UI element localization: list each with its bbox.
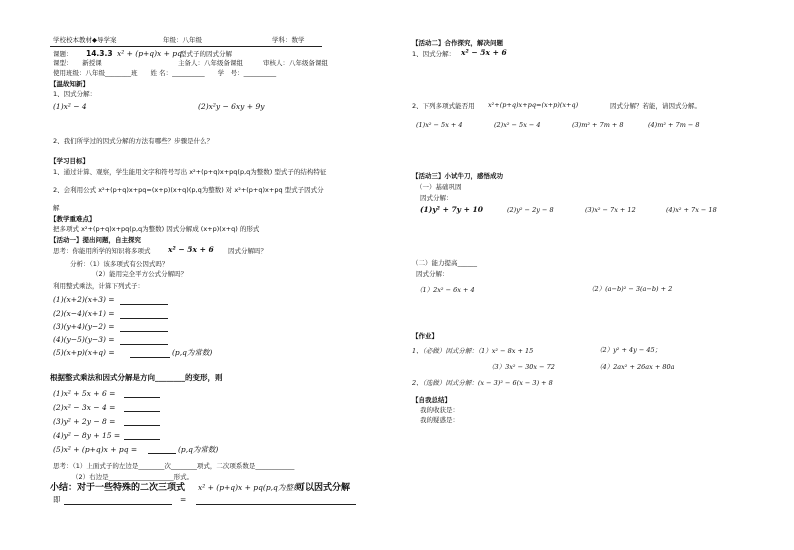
review-q1a: (1)x² − 4 <box>53 102 87 111</box>
homework-1b: （2）y² + 4y − 45； <box>596 346 662 354</box>
calc-item-5: (5)(x+p)(x+q) = <box>53 348 115 357</box>
basic-item-2: (2)y² − 2y − 8 <box>507 206 554 214</box>
think2-b: （2）右边是____________________形式。 <box>72 473 194 481</box>
advance-item-1: （1）2x² − 6x + 4 <box>416 286 475 294</box>
reviewer: 审核人：八年级备课组 <box>263 59 328 67</box>
header-subject: 学科：数学 <box>272 36 305 44</box>
activity2-q1: 1、因式分解： <box>412 50 456 58</box>
lesson-type: 课型： 新授课 <box>53 59 102 67</box>
summary-eq: = <box>180 495 187 504</box>
activity2-item-2: (2)x² − 5x − 4 <box>494 121 541 129</box>
topic-formula: x² + (p+q)x + pq <box>117 49 182 58</box>
advance-sub: 因式分解： <box>416 270 449 278</box>
homework-1c: （3）3x² − 30x − 72 <box>488 363 555 371</box>
header-school: 学校校本教材◆导学案 <box>53 36 117 44</box>
goal-1: 1、通过计算、观察，学生能用文字和符号写出 x²+(p+q)x+pq(p,q为整数) 型式子的结构特征 <box>53 168 327 176</box>
topic-section: 14.3.3 <box>86 49 113 58</box>
topic-suffix: 型式子的因式分解 <box>180 50 232 58</box>
header-grade: 年级：八年级 <box>163 36 202 44</box>
reverse-text: 根据整式乘法和因式分解是方向________的变形，则 <box>50 373 223 382</box>
self-doubt: 我的疑惑是： <box>420 416 459 424</box>
advance-heading: （二）能力提高______ <box>412 259 477 267</box>
calc-item-3: (3)(y+4)(y−2) = <box>53 322 115 331</box>
think-end: 因式分解吗？ <box>228 247 267 255</box>
homework-1d: （4）2ax² + 26ax + 80a <box>596 363 675 371</box>
key-text: 把多项式 x²+(p+q)x+pq(p,q为整数) 因式分解成 (x+p)(x+q) 的形式 <box>53 225 260 233</box>
topic-label: 课题： <box>53 50 73 58</box>
goal-2-cont: 解 <box>53 204 60 212</box>
goal-2: 2、会利用公式 x²+(p+q)x+pq=(x+p)(x+q)(p,q为整数) 对 x²+(p+q)x+pq 型式子因式分 <box>53 186 324 194</box>
activity2-q2-end: 因式分解？若能，请因式分解。 <box>610 102 701 110</box>
homework-heading: 【作业】 <box>412 332 438 340</box>
activity2-item-1: (1)x² − 5x + 4 <box>416 121 463 129</box>
answer-blank[interactable] <box>120 331 168 332</box>
review-q1: 1、因式分解： <box>53 90 97 98</box>
pq-note: (p,q为常数) <box>172 348 213 357</box>
answer-blank[interactable] <box>64 504 172 505</box>
lead-preparer: 主备人：八年级备课组 <box>178 59 243 67</box>
activity2-item-4: (4)m² + 7m − 8 <box>648 121 700 129</box>
think2-a: 思考：（1）上面式子的左边是________次________项式，二次项系数是____________ <box>53 462 295 470</box>
answer-blank[interactable] <box>124 425 160 426</box>
header-rule <box>50 46 322 47</box>
basic-item-1: (1)y² + 7y + 10 <box>420 205 483 214</box>
homework-1: 1、（必做）因式分解：（1）x² − 8x + 15 <box>412 347 534 355</box>
activity2-expr: x² − 5x + 6 <box>461 48 507 57</box>
basic-item-3: (3)x² − 7x + 12 <box>585 206 636 214</box>
calc-item-2: (2)(x−4)(x+1) = <box>53 309 115 318</box>
summary-line-label: 即 <box>53 495 61 504</box>
calc-item-1: (1)(x+2)(x+3) = <box>53 295 115 304</box>
fac-item-2: (2)x² − 3x − 4 = <box>53 403 116 412</box>
summary-text: 小结：对于一些特殊的二次三项式 <box>50 483 186 493</box>
analyze-1: 分析：（1）该多项式有公因式吗？ <box>70 260 169 268</box>
activity3-heading: 【活动三】小试牛刀，感悟成功 <box>412 172 503 180</box>
calc-item-4: (4)(y−5)(y−3) = <box>53 335 115 344</box>
summary-expr: x² + (p+q)x + pq(p,q为整数) <box>198 483 304 492</box>
fac-item-3: (3)y² + 2y − 8 = <box>53 417 116 426</box>
answer-blank[interactable] <box>124 397 160 398</box>
answer-blank[interactable] <box>120 318 168 319</box>
basic-heading: （一）基础巩固 <box>416 183 462 191</box>
answer-blank[interactable] <box>130 357 170 358</box>
review-q2: 2、我们所学过的因式分解的方法有哪些？步骤是什么？ <box>53 137 214 145</box>
class-line: 使用班级：八年级________班 姓 名：__________ 学 号：__________ <box>53 69 277 77</box>
answer-blank[interactable] <box>124 439 160 440</box>
answer-blank[interactable] <box>196 504 356 505</box>
self-summary-heading: 【自我总结】 <box>412 396 451 404</box>
goal-heading: 【学习目标】 <box>50 157 89 165</box>
think-expr: x² − 5x + 6 <box>168 245 214 254</box>
answer-blank[interactable] <box>124 411 160 412</box>
review-heading: 【温故知新】 <box>50 80 89 88</box>
think-text: 思考：你能用所学的知识将多项式 <box>53 247 151 255</box>
summary-end: 可以因式分解 <box>296 483 351 493</box>
review-q1b: (2)x²y − 6xy + 9y <box>198 102 265 111</box>
activity2-heading: 【活动二】合作探究，解决问题 <box>412 39 503 47</box>
activity2-item-3: (3)m² + 7m + 8 <box>572 121 624 129</box>
answer-blank[interactable] <box>148 453 176 454</box>
fac-item-1: (1)x² + 5x + 6 = <box>53 389 116 398</box>
analyze-2: （2）能用完全平方公式分解吗？ <box>92 270 188 278</box>
fac-item-5: (5)x² + (p+q)x + pq = <box>53 445 138 454</box>
basic-item-4: (4)x² + 7x − 18 <box>666 206 717 214</box>
calc-intro: 利用整式乘法，计算下列式子： <box>53 282 144 290</box>
fac-item-4: (4)y² − 8y + 15 = <box>53 431 121 440</box>
activity2-q2: 2、下列多项式能否用 <box>412 102 475 110</box>
answer-blank[interactable] <box>120 344 168 345</box>
basic-sub: 因式分解： <box>420 194 453 202</box>
homework-2: 2、（选做）因式分解：(x − 3)² − 6(x − 3) + 8 <box>412 379 553 387</box>
self-gain: 我的收获是： <box>420 406 459 414</box>
key-heading: 【教学重难点】 <box>50 215 96 223</box>
pq-note-2: (p,q为常数) <box>178 445 219 454</box>
activity1-heading: 【活动一】提出问题，自主探究 <box>50 236 141 244</box>
answer-blank[interactable] <box>120 304 168 305</box>
activity2-q2-expr: x²+(p+q)x+pq=(x+p)(x+q) <box>488 101 579 109</box>
advance-item-2: （2）(a−b)² − 3(a−b) + 2 <box>588 285 673 293</box>
